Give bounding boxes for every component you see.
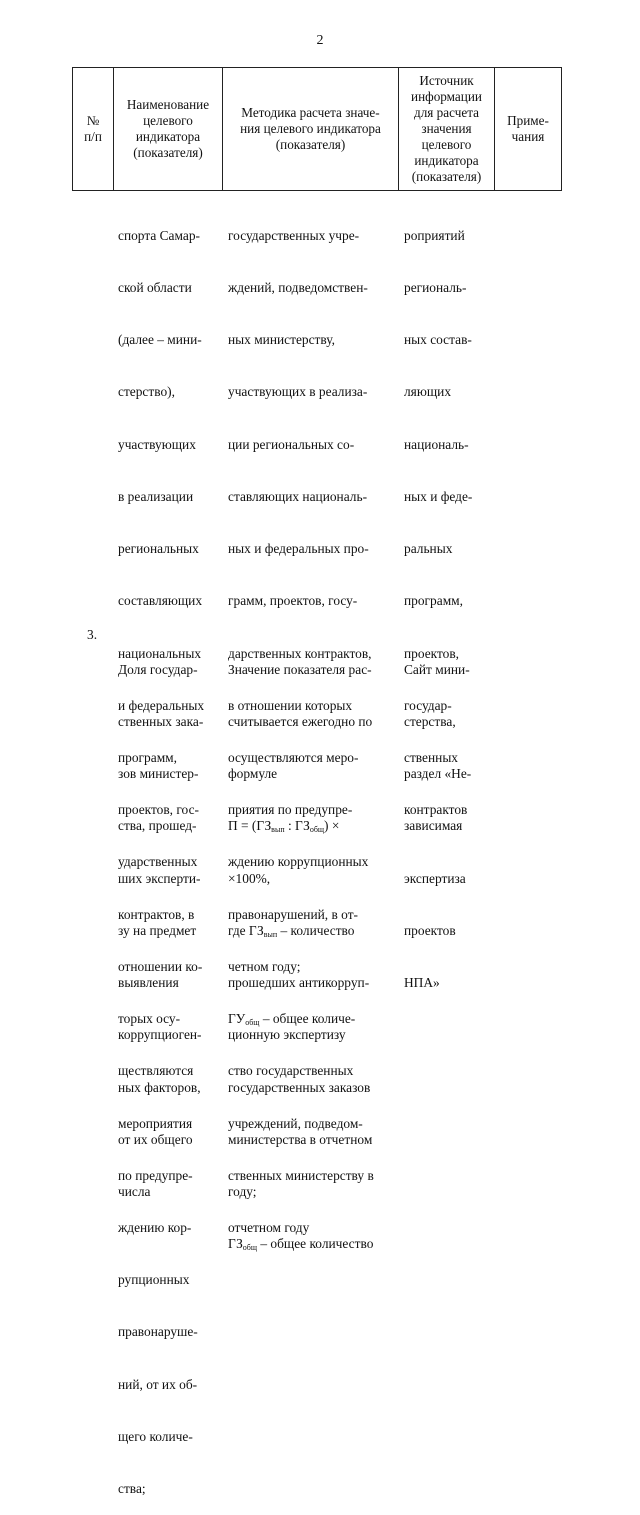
- text-line: НПА»: [404, 975, 440, 991]
- text-line: ляющих: [404, 384, 452, 400]
- formula-line: [228, 817, 373, 834]
- text-line: грамм, проектов, госу-: [228, 593, 358, 609]
- text-line: ударственных: [118, 854, 198, 870]
- text-line: Доля государ-: [118, 661, 198, 677]
- text-line: проектов,: [404, 645, 460, 661]
- text-line: ции региональных со-: [228, 436, 355, 452]
- text-line: ства, прошед-: [118, 818, 197, 834]
- gz-vyp-rest: – количество: [277, 922, 355, 938]
- text-line: ства;: [118, 1481, 146, 1497]
- text-line: участвующих в реализа-: [228, 384, 368, 400]
- text-line: зов министер-: [118, 766, 199, 782]
- gz-vyp-definition: [228, 922, 373, 939]
- text-line: в реализации: [118, 488, 194, 504]
- text-line: ственных министерству в: [228, 1167, 374, 1183]
- text-line: участвующих: [118, 436, 196, 452]
- text-line: министерства в отчетном: [228, 1131, 373, 1147]
- text-line: контрактов: [404, 802, 468, 818]
- text-line: правонарушений, в от-: [228, 906, 359, 922]
- text-line: ных и федеральных про-: [228, 541, 369, 557]
- text-line: контрактов, в: [118, 906, 195, 922]
- text-line: коррупциоген-: [118, 1027, 202, 1043]
- text-line: от их общего: [118, 1131, 193, 1147]
- text-line: четном году;: [228, 958, 301, 974]
- header-name: Наименование целевого индикатора (показателя): [126, 97, 210, 160]
- text-line: ставляющих националь-: [228, 488, 368, 504]
- text-line: считывается ежегодно по: [228, 714, 373, 730]
- text-line: зу на предмет: [118, 922, 197, 938]
- text-line: приятия по предупре-: [228, 802, 353, 818]
- gz-obsh-symbol: ГЗ: [228, 1236, 243, 1252]
- text-line: программ,: [118, 750, 177, 765]
- formula-prefix: П = (ГЗ: [228, 818, 272, 834]
- text-line: государственных учре-: [228, 227, 360, 243]
- text-line: по предупре-: [118, 1167, 193, 1183]
- text-line: ждений, подведомствен-: [228, 280, 368, 296]
- gz-vyp-subscript: вып: [263, 929, 278, 939]
- text-line: ждению кор-: [118, 1219, 192, 1235]
- gz-vyp-prefix: где ГЗ: [228, 922, 264, 938]
- text-line: отношении ко-: [118, 958, 203, 974]
- formula-percent: ×100%,: [228, 870, 271, 886]
- text-line: проектов, гос-: [118, 802, 199, 818]
- gz-obsh-subscript: общ: [242, 1243, 258, 1253]
- text-line: рупционных: [118, 1272, 190, 1288]
- text-line: ных факторов,: [118, 1079, 201, 1095]
- text-line: роприятий: [404, 227, 465, 243]
- text-line: программ,: [404, 593, 463, 609]
- formula-suffix: ) ×: [324, 818, 340, 834]
- text-line: ших эксперти-: [118, 870, 201, 886]
- text-line: (далее – мини-: [118, 332, 202, 348]
- formula-middle: : ГЗ: [284, 818, 310, 834]
- text-line: правонаруше-: [118, 1324, 198, 1340]
- header-source: Источник информации для расчета значения целевого индикатора (показателя): [411, 73, 482, 184]
- gu-definition-text: – общее количе-: [259, 1011, 356, 1027]
- text-line: стерство),: [118, 384, 175, 400]
- text-line: Сайт мини-: [404, 661, 470, 677]
- text-line: ний, от их об-: [118, 1376, 198, 1392]
- gu-subscript: общ: [245, 1018, 260, 1028]
- text-line: проектов: [404, 922, 456, 938]
- text-line: ственных: [404, 750, 459, 765]
- text-line: ство государственных: [228, 1063, 354, 1079]
- text-line: ской области: [118, 280, 192, 296]
- formula-subscript-obsh: общ: [309, 825, 325, 835]
- text-line: отчетном году: [228, 1219, 310, 1235]
- text-line: дарственных контрактов,: [228, 645, 372, 661]
- row3-number: 3.: [87, 627, 98, 642]
- row3-name-cell: [118, 626, 203, 1218]
- text-line: щего количе-: [118, 1428, 193, 1444]
- text-line: ственных зака-: [118, 714, 204, 730]
- text-line: ных и феде-: [404, 488, 473, 504]
- text-line: зависимая: [404, 818, 463, 834]
- text-line: государственных заказов: [228, 1079, 371, 1095]
- text-line: мероприятия: [118, 1115, 193, 1131]
- text-line: числа: [118, 1184, 151, 1199]
- text-line: национальных: [118, 645, 202, 661]
- text-line: выявления: [118, 975, 179, 991]
- page-number: 2: [316, 33, 324, 48]
- text-line: региональ-: [404, 280, 467, 296]
- text-line: году;: [228, 1184, 257, 1199]
- text-line: учреждений, подведом-: [228, 1115, 363, 1131]
- text-line: националь-: [404, 436, 469, 452]
- formula-subscript-vyp: вып: [271, 825, 285, 835]
- text-line: ществляются: [118, 1063, 194, 1079]
- text-line: ных министерству,: [228, 332, 335, 348]
- gu-symbol: ГУ: [228, 1011, 246, 1027]
- text-line: прошедших антикорруп-: [228, 975, 370, 991]
- text-line: стерства,: [404, 714, 456, 730]
- gz-obsh-definition: [228, 1235, 373, 1252]
- gz-obsh-rest: – общее количество: [257, 1236, 374, 1252]
- text-line: ных состав-: [404, 332, 472, 348]
- text-line: ральных: [404, 541, 453, 557]
- row3-method-cell: [228, 626, 373, 1270]
- text-line: раздел «Не-: [404, 766, 472, 782]
- text-line: Значение показателя рас-: [228, 661, 372, 677]
- header-notes: Приме- чания: [507, 113, 549, 144]
- header-col-border-5: [561, 67, 562, 191]
- text-line: государ-: [404, 697, 452, 713]
- text-line: в отношении которых: [228, 697, 353, 713]
- header-num: № п/п: [84, 113, 102, 144]
- text-line: ционную экспертизу: [228, 1027, 346, 1043]
- header-method: Методика расчета значе- ния целевого индикатора (показателя): [240, 105, 381, 152]
- text-line: ждению коррупционных: [228, 854, 369, 870]
- text-line: и федеральных: [118, 697, 205, 713]
- text-line: торых осу-: [118, 1011, 181, 1027]
- text-line: спорта Самар-: [118, 227, 200, 243]
- text-line: экспертиза: [404, 870, 466, 886]
- header-bottom-border: [72, 190, 562, 191]
- row3-source-cell: [404, 626, 471, 1009]
- text-line: региональных: [118, 541, 199, 557]
- text-line: составляющих: [118, 593, 203, 609]
- text-line: осуществляются меро-: [228, 750, 359, 765]
- text-line: формуле: [228, 766, 278, 782]
